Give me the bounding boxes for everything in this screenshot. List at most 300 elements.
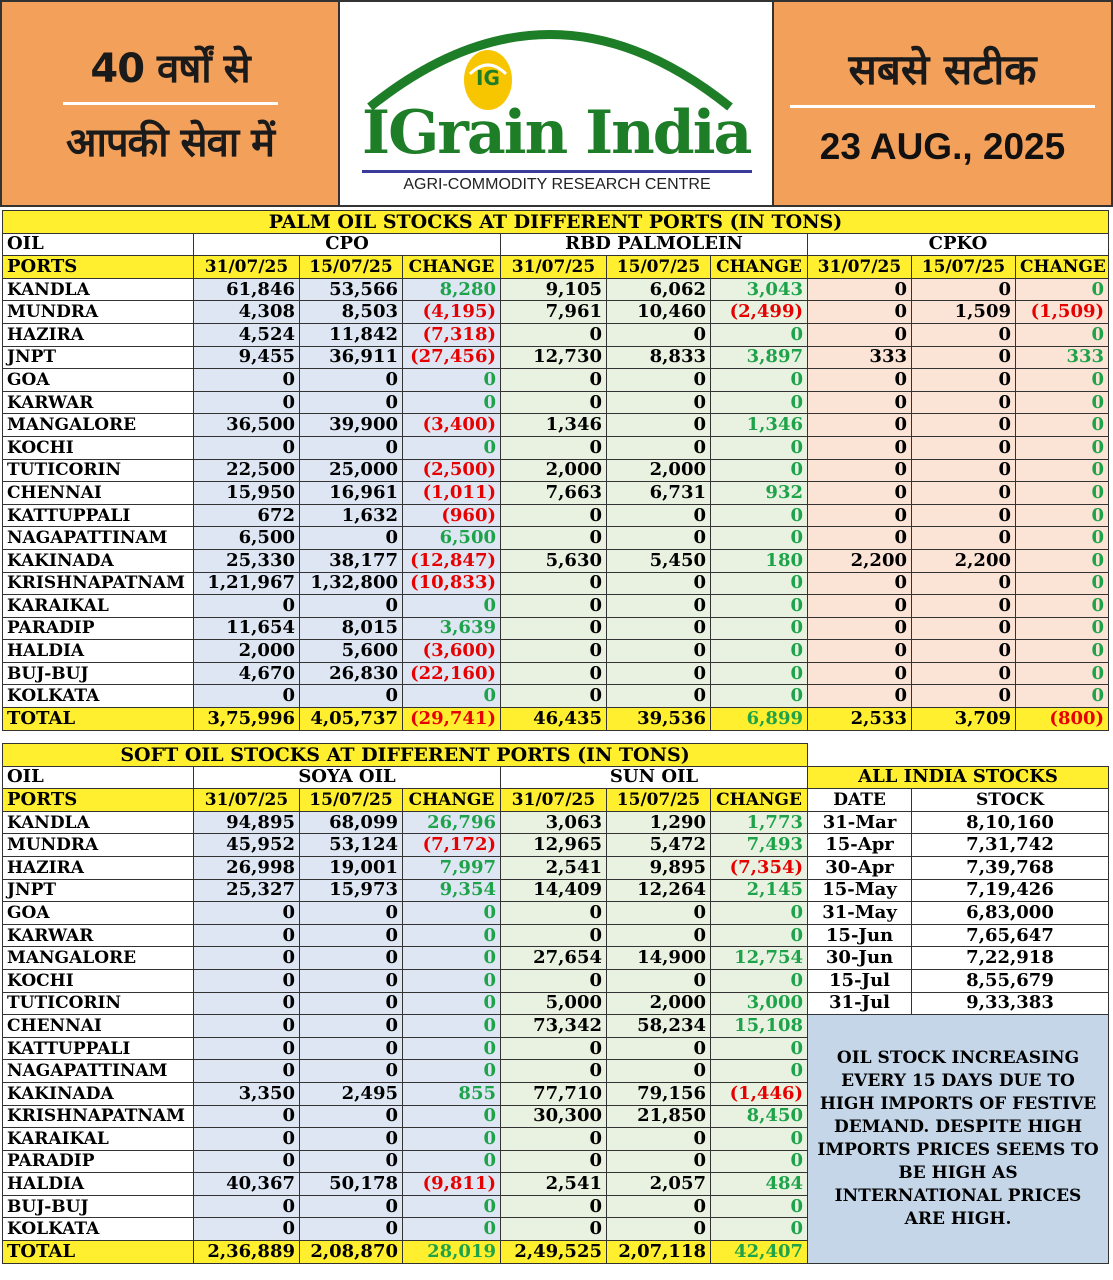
table-row: [3, 323, 1109, 346]
table-cell: 12,730: [501, 346, 607, 369]
oil-group-header: SUN OIL: [501, 766, 808, 789]
table-cell: 0: [300, 1150, 403, 1173]
table-cell: 0: [403, 1195, 501, 1218]
table-cell: 0: [403, 902, 501, 925]
port-name: PARADIP: [3, 617, 194, 640]
table-cell: 0: [711, 527, 808, 550]
table-cell: 0: [194, 595, 300, 618]
port-name: HALDIA: [3, 1173, 194, 1196]
table-cell: 0: [912, 346, 1016, 369]
table-cell: 0: [1016, 369, 1109, 392]
total-cell: 6,899: [711, 708, 808, 731]
table-cell: 0: [1016, 617, 1109, 640]
table-cell: 0: [711, 902, 808, 925]
table-row: [3, 640, 1109, 663]
table-cell: 39,900: [300, 414, 403, 437]
table-cell: 0: [501, 617, 607, 640]
port-name: KRISHNAPATNAM: [3, 572, 194, 595]
table-cell: 2,000: [194, 640, 300, 663]
table-cell: 0: [912, 685, 1016, 708]
table-cell: 0: [300, 369, 403, 392]
table-row: [3, 391, 1109, 414]
table-cell: 50,178: [300, 1173, 403, 1196]
table-cell: 0: [194, 1105, 300, 1128]
all-india-stocks-title: ALL INDIA STOCKS: [808, 766, 1109, 789]
table-row: [3, 278, 1109, 301]
port-name: CHENNAI: [3, 1015, 194, 1038]
table-cell: 6,062: [607, 278, 711, 301]
table-cell: 0: [912, 617, 1016, 640]
table-cell: 0: [808, 414, 912, 437]
table-cell: 0: [501, 1195, 607, 1218]
table-row: [3, 504, 1109, 527]
table-cell: 61,846: [194, 278, 300, 301]
table-cell: 1,290: [607, 811, 711, 834]
table-cell: 79,156: [607, 1082, 711, 1105]
table-cell: 0: [607, 1037, 711, 1060]
port-name: KATTUPPALI: [3, 1037, 194, 1060]
table-row: [3, 879, 1109, 902]
table-cell: 0: [711, 572, 808, 595]
table-cell: 9,895: [607, 856, 711, 879]
table-cell: 0: [607, 323, 711, 346]
all-india-date-header: DATE: [808, 789, 912, 812]
table-cell: 0: [194, 992, 300, 1015]
total-label: TOTAL: [3, 1241, 194, 1264]
table-cell: (3,600): [403, 640, 501, 663]
total-cell: (29,741): [403, 708, 501, 731]
table-row: [3, 459, 1109, 482]
table-cell: 0: [501, 902, 607, 925]
column-header: CHANGE: [403, 256, 501, 279]
table-cell: 19,001: [300, 856, 403, 879]
table-cell: 0: [607, 640, 711, 663]
table-row: [3, 1015, 1109, 1038]
table-cell: 0: [711, 1128, 808, 1151]
table-cell: 1,346: [711, 414, 808, 437]
port-name: MUNDRA: [3, 834, 194, 857]
brand-name: IGrain India: [362, 98, 751, 168]
total-cell: 2,07,118: [607, 1241, 711, 1264]
table-cell: 0: [607, 391, 711, 414]
table-cell: 0: [194, 1015, 300, 1038]
total-cell: 39,536: [607, 708, 711, 731]
table-cell: 0: [607, 369, 711, 392]
table-cell: 0: [501, 527, 607, 550]
blank-cell: [808, 744, 1109, 767]
table-cell: 2,541: [501, 856, 607, 879]
table-cell: 0: [403, 1105, 501, 1128]
table-row: [3, 902, 1109, 925]
table-cell: 0: [501, 1037, 607, 1060]
table-cell: (22,160): [403, 662, 501, 685]
table-cell: 0: [912, 640, 1016, 663]
header-banner: [0, 0, 1113, 207]
header-tagline-line1: 40 वर्षों से: [90, 46, 250, 92]
table-cell: 0: [808, 662, 912, 685]
table-cell: 0: [808, 595, 912, 618]
table-cell: 0: [808, 572, 912, 595]
table-cell: 0: [808, 617, 912, 640]
table-cell: 0: [808, 278, 912, 301]
port-name: JNPT: [3, 346, 194, 369]
table-cell: 6,500: [403, 527, 501, 550]
port-name: TUTICORIN: [3, 459, 194, 482]
table-cell: 5,600: [300, 640, 403, 663]
table-cell: 0: [1016, 685, 1109, 708]
table-cell: 0: [194, 369, 300, 392]
all-india-stock: 9,33,383: [912, 992, 1109, 1015]
table-cell: 0: [607, 924, 711, 947]
table-cell: 0: [1016, 595, 1109, 618]
table-cell: 0: [912, 504, 1016, 527]
oil-label: OIL: [3, 233, 194, 256]
table-cell: 0: [912, 459, 1016, 482]
table-cell: 77,710: [501, 1082, 607, 1105]
table-cell: 0: [300, 527, 403, 550]
total-cell: 2,36,889: [194, 1241, 300, 1264]
table-cell: 2,057: [607, 1173, 711, 1196]
table-cell: 1,21,967: [194, 572, 300, 595]
table-row: [3, 924, 1109, 947]
table-cell: 0: [194, 1128, 300, 1151]
table-cell: 25,327: [194, 879, 300, 902]
table-row: [3, 595, 1109, 618]
table-cell: (1,509): [1016, 301, 1109, 324]
table-cell: 1,773: [711, 811, 808, 834]
table-cell: 0: [1016, 640, 1109, 663]
table-cell: 0: [194, 391, 300, 414]
table-row: [3, 992, 1109, 1015]
table-cell: 8,450: [711, 1105, 808, 1128]
table-cell: (7,354): [711, 856, 808, 879]
table-cell: 68,099: [300, 811, 403, 834]
table-cell: (27,456): [403, 346, 501, 369]
palm-table-title: PALM OIL STOCKS AT DIFFERENT PORTS (IN TONS): [3, 211, 1109, 234]
table-cell: 0: [300, 595, 403, 618]
all-india-stock: 6,83,000: [912, 902, 1109, 925]
table-cell: 0: [607, 504, 711, 527]
table-cell: 2,495: [300, 1082, 403, 1105]
table-row: [3, 856, 1109, 879]
port-name: NAGAPATTINAM: [3, 1060, 194, 1083]
table-cell: 0: [808, 459, 912, 482]
table-cell: 180: [711, 549, 808, 572]
table-cell: 0: [501, 969, 607, 992]
port-name: TUTICORIN: [3, 992, 194, 1015]
oil-group-header: SOYA OIL: [194, 766, 501, 789]
table-cell: 0: [501, 436, 607, 459]
table-cell: 15,108: [711, 1015, 808, 1038]
table-cell: 8,833: [607, 346, 711, 369]
table-cell: 0: [607, 902, 711, 925]
port-name: KOLKATA: [3, 1218, 194, 1241]
table-cell: 0: [1016, 482, 1109, 505]
table-row: [3, 301, 1109, 324]
table-cell: 10,460: [607, 301, 711, 324]
soft-table-title: SOFT OIL STOCKS AT DIFFERENT PORTS (IN TONS): [3, 744, 808, 767]
total-row: [3, 708, 1109, 731]
table-cell: 0: [194, 436, 300, 459]
table-cell: 0: [300, 924, 403, 947]
port-name: KAKINADA: [3, 1082, 194, 1105]
table-cell: 0: [300, 1128, 403, 1151]
table-cell: 2,000: [607, 992, 711, 1015]
table-cell: 0: [607, 1128, 711, 1151]
table-cell: 0: [501, 1128, 607, 1151]
table-cell: 40,367: [194, 1173, 300, 1196]
table-row: [3, 947, 1109, 970]
total-cell: 42,407: [711, 1241, 808, 1264]
table-cell: 0: [194, 902, 300, 925]
column-header: 31/07/25: [808, 256, 912, 279]
column-header: 15/07/25: [300, 256, 403, 279]
table-row: [3, 549, 1109, 572]
table-cell: 0: [1016, 323, 1109, 346]
port-name: CHENNAI: [3, 482, 194, 505]
table-cell: 0: [300, 1105, 403, 1128]
all-india-stock: 7,65,647: [912, 924, 1109, 947]
header-tagline-line2: आपकी सेवा में: [65, 120, 275, 166]
table-cell: 0: [711, 391, 808, 414]
port-name: KARAIKAL: [3, 595, 194, 618]
table-cell: 0: [194, 1150, 300, 1173]
table-cell: 0: [501, 924, 607, 947]
table-cell: 0: [403, 924, 501, 947]
table-cell: 26,998: [194, 856, 300, 879]
table-cell: 36,500: [194, 414, 300, 437]
table-row: [3, 414, 1109, 437]
table-cell: 6,731: [607, 482, 711, 505]
table-cell: 3,897: [711, 346, 808, 369]
table-cell: 0: [300, 1195, 403, 1218]
table-cell: 9,105: [501, 278, 607, 301]
table-cell: 0: [300, 685, 403, 708]
report-date: 23 AUG., 2025: [819, 125, 1066, 167]
port-name: KANDLA: [3, 278, 194, 301]
table-cell: 0: [808, 482, 912, 505]
port-name: HAZIRA: [3, 856, 194, 879]
table-cell: 0: [1016, 662, 1109, 685]
table-cell: 0: [300, 391, 403, 414]
port-name: KARWAR: [3, 391, 194, 414]
table-cell: 0: [912, 527, 1016, 550]
table-cell: 0: [808, 527, 912, 550]
table-cell: 0: [501, 1150, 607, 1173]
table-cell: 0: [711, 504, 808, 527]
table-cell: 0: [300, 436, 403, 459]
all-india-date: 31-Jul: [808, 992, 912, 1015]
column-header: 31/07/25: [194, 789, 300, 812]
table-cell: 0: [300, 969, 403, 992]
table-cell: 8,503: [300, 301, 403, 324]
table-cell: 0: [912, 482, 1016, 505]
port-name: MUNDRA: [3, 301, 194, 324]
table-cell: 14,409: [501, 879, 607, 902]
brand-logo-panel: [340, 0, 772, 207]
table-cell: 0: [912, 572, 1016, 595]
table-cell: 0: [194, 1037, 300, 1060]
table-cell: 333: [808, 346, 912, 369]
header-left-panel: [0, 0, 340, 207]
table-cell: 2,000: [607, 459, 711, 482]
table-row: [3, 662, 1109, 685]
header-right-panel: [772, 0, 1113, 207]
column-header: CHANGE: [711, 789, 808, 812]
table-cell: 15,950: [194, 482, 300, 505]
port-name: HAZIRA: [3, 323, 194, 346]
table-cell: 0: [607, 436, 711, 459]
table-cell: 0: [403, 1218, 501, 1241]
total-cell: 3,75,996: [194, 708, 300, 731]
port-name: KANDLA: [3, 811, 194, 834]
logo-letters: IG: [476, 66, 500, 90]
table-cell: 7,663: [501, 482, 607, 505]
table-cell: 3,000: [711, 992, 808, 1015]
column-header: CHANGE: [1016, 256, 1109, 279]
port-name: KAKINADA: [3, 549, 194, 572]
table-cell: 58,234: [607, 1015, 711, 1038]
table-cell: 0: [711, 436, 808, 459]
table-cell: 5,000: [501, 992, 607, 1015]
table-cell: 21,850: [607, 1105, 711, 1128]
table-cell: 0: [607, 1150, 711, 1173]
table-cell: 0: [711, 640, 808, 663]
table-cell: 0: [300, 947, 403, 970]
all-india-stock: 7,39,768: [912, 856, 1109, 879]
port-name: GOA: [3, 369, 194, 392]
table-row: [3, 527, 1109, 550]
port-name: JNPT: [3, 879, 194, 902]
table-cell: 0: [501, 504, 607, 527]
stock-note: OIL STOCK INCREASING EVERY 15 DAYS DUE TO HIGH IMPORTS OF FESTIVE DEMAND. DESPITE HIGH IMPORTS PRICES SEEMS TO BE HIGH AS INTERNATIONAL PRICES ARE HIGH.: [808, 1015, 1109, 1264]
table-cell: 8,015: [300, 617, 403, 640]
table-cell: 0: [711, 459, 808, 482]
table-cell: 26,796: [403, 811, 501, 834]
total-cell: 28,019: [403, 1241, 501, 1264]
table-cell: 0: [808, 369, 912, 392]
table-cell: 3,350: [194, 1082, 300, 1105]
oil-label: OIL: [3, 766, 194, 789]
all-india-stock: 7,22,918: [912, 947, 1109, 970]
table-cell: 484: [711, 1173, 808, 1196]
table-cell: 0: [501, 1218, 607, 1241]
table-cell: 0: [300, 1218, 403, 1241]
table-cell: 3,043: [711, 278, 808, 301]
column-header: 31/07/25: [501, 256, 607, 279]
all-india-date: 15-May: [808, 879, 912, 902]
table-cell: 0: [501, 640, 607, 663]
table-cell: (1,446): [711, 1082, 808, 1105]
table-cell: 0: [711, 595, 808, 618]
table-cell: 0: [808, 685, 912, 708]
table-cell: 0: [912, 436, 1016, 459]
column-header: 15/07/25: [912, 256, 1016, 279]
table-cell: 2,200: [808, 549, 912, 572]
table-cell: 36,911: [300, 346, 403, 369]
table-cell: 0: [607, 1195, 711, 1218]
table-cell: 15,973: [300, 879, 403, 902]
table-cell: 5,450: [607, 549, 711, 572]
table-cell: 0: [403, 685, 501, 708]
table-cell: 22,500: [194, 459, 300, 482]
table-cell: 0: [1016, 414, 1109, 437]
table-cell: 0: [403, 1128, 501, 1151]
all-india-date: 15-Apr: [808, 834, 912, 857]
all-india-date: 30-Apr: [808, 856, 912, 879]
all-india-date: 15-Jun: [808, 924, 912, 947]
table-cell: 0: [194, 1060, 300, 1083]
total-cell: 3,709: [912, 708, 1016, 731]
table-cell: 0: [403, 391, 501, 414]
port-name: KOCHI: [3, 969, 194, 992]
table-cell: 0: [711, 369, 808, 392]
port-name: KATTUPPALI: [3, 504, 194, 527]
table-cell: 0: [808, 323, 912, 346]
table-cell: (3,400): [403, 414, 501, 437]
port-name: MANGALORE: [3, 947, 194, 970]
table-cell: (7,172): [403, 834, 501, 857]
all-india-stock: 8,10,160: [912, 811, 1109, 834]
table-row: [3, 482, 1109, 505]
table-cell: 0: [501, 662, 607, 685]
table-cell: 0: [501, 1060, 607, 1083]
divider: [63, 102, 278, 105]
table-cell: 0: [300, 1037, 403, 1060]
table-cell: 11,842: [300, 323, 403, 346]
column-header: 15/07/25: [300, 789, 403, 812]
table-cell: 0: [1016, 572, 1109, 595]
table-cell: (9,811): [403, 1173, 501, 1196]
total-cell: 46,435: [501, 708, 607, 731]
table-cell: 0: [711, 1150, 808, 1173]
table-cell: 7,961: [501, 301, 607, 324]
total-cell: 4,05,737: [300, 708, 403, 731]
table-cell: 25,000: [300, 459, 403, 482]
table-cell: 0: [808, 640, 912, 663]
table-cell: 4,670: [194, 662, 300, 685]
port-name: BUJ-BUJ: [3, 662, 194, 685]
table-cell: 12,965: [501, 834, 607, 857]
table-cell: 0: [711, 323, 808, 346]
table-cell: 38,177: [300, 549, 403, 572]
table-cell: 7,997: [403, 856, 501, 879]
table-cell: 25,330: [194, 549, 300, 572]
table-cell: 0: [1016, 278, 1109, 301]
table-cell: 0: [300, 902, 403, 925]
table-cell: 0: [300, 992, 403, 1015]
brand-tagline: AGRI-COMMODITY RESEARCH CENTRE: [362, 170, 752, 194]
port-name: KOCHI: [3, 436, 194, 459]
table-cell: (1,011): [403, 482, 501, 505]
table-cell: 0: [1016, 549, 1109, 572]
table-cell: 73,342: [501, 1015, 607, 1038]
table-cell: 0: [607, 662, 711, 685]
table-cell: 0: [403, 595, 501, 618]
table-cell: 0: [711, 1037, 808, 1060]
all-india-stock: 7,31,742: [912, 834, 1109, 857]
divider: [790, 105, 1095, 108]
total-label: TOTAL: [3, 708, 194, 731]
table-cell: 2,200: [912, 549, 1016, 572]
table-cell: (2,500): [403, 459, 501, 482]
table-cell: 333: [1016, 346, 1109, 369]
table-cell: 4,524: [194, 323, 300, 346]
table-cell: 0: [607, 685, 711, 708]
table-cell: 0: [501, 685, 607, 708]
all-india-date: 31-Mar: [808, 811, 912, 834]
table-cell: 2,541: [501, 1173, 607, 1196]
